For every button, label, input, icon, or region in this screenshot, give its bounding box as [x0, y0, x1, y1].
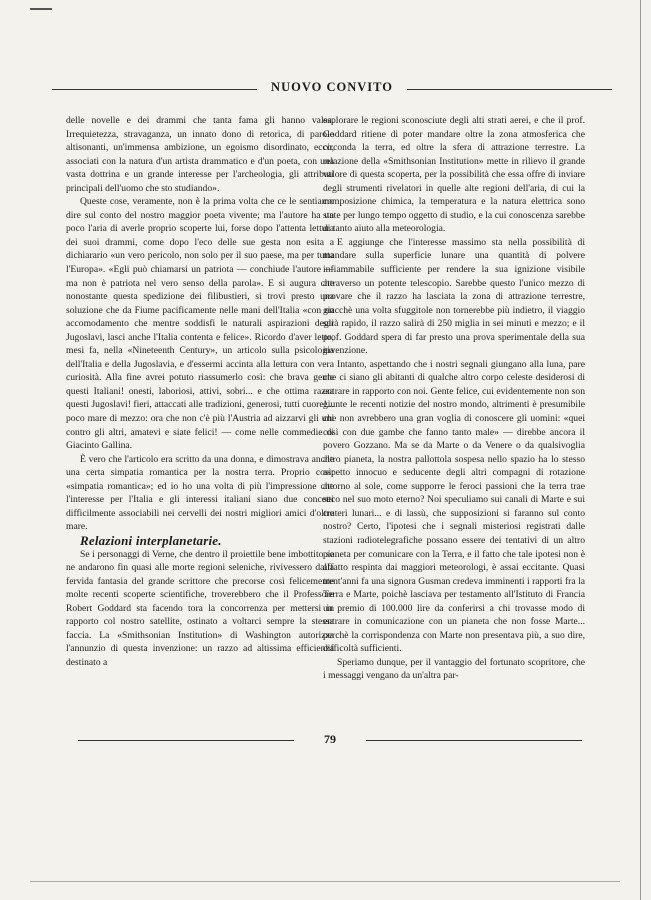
paragraph: delle novelle e dei drammi che tanta fama gli hanno valsa. Irrequietezza, stravaganza, un innato dono di retorica, di parole altisonanti, un'immensa ambizione, un egoismo disordinato, ecco, associati con la natura d'un artista drammatico e d'un poeta, con una vasta dottrina e un grande interesse per l'archeologia, gli attributi principali dell'uomo che sto studiando».: [66, 115, 334, 194]
paragraph: esplorare le regioni sconosciute degli alti strati aerei, e che il prof. Goddard ritiene di poter mandare oltre la zona atmosferica che circonda la terra, ed oltre la sfera di attrazione terrestre. La relazione della «Smithsonian Institution» mette in rilievo il grande valore di questa scoperta, per la possibilità che essa offre di inviare degli strumenti rivelatori in quelle alte regioni dell'aria, di cui la composizione chimica, la temperatura e la natura elettrica sono state per lungo tempo oggetto di studio, e la cui conoscenza sarebbe di tanto aiuto alla meteorologia.: [323, 115, 585, 235]
paragraph: Se i personaggi di Verne, che dentro il proiettile bene imbottito se ne andarono fin quasi alle morte regioni seleniche, rivivessero dalla fervida fantasia del grande scrittore che precorse così felicemente molte recenti scoperte scientifiche, troverebbero che il Professore Robert Goddard sta facendo tora la concorrenza per mettersi in rapporto col nostro satellite, ostinato a voltarci sempre la stessa faccia. La «Smithsonian Institution» di Washington autorizza l'annunzio di questa invenzione: un razzo ad altissima efficienza destinato a: [66, 548, 334, 668]
running-header: [52, 78, 612, 100]
scan-edge-bottom: [30, 881, 620, 882]
scan-edge: [640, 0, 641, 900]
paragraph: E aggiunge che l'interesse massimo sta nella possibilità di mandare sulla superficie lunare una quantità di polvere infiammabile sufficiente per rendere la sua ignizione visibile attraverso un potente telescopio. Sarebbe questo l'unico mezzo di provare che il razzo ha lasciata la zona di attrazione terrestre, giacchè una volta sfuggitole non tornerebbe più indietro, il viaggio sarà rapido, il razzo salirà di 250 miglia in sei minuti e mezzo; e il prof. Goddard spera di far presto una prova sperimentale della sua invenzione.: [323, 236, 585, 357]
footer-rule-right: [366, 740, 582, 741]
left-column: [66, 114, 334, 669]
paragraph: Queste cose, veramente, non è la prima volta che ce le sentiamo dire sul conto del nostro maggior poeta vivente; ma l'autore ha un poco l'aria di averle proprio scoperte lui, forse dopo l'attenta lettura dei suoi drammi, come dopo l'eco delle sue gesta non esita a dichiarario «un vero pericolo, non solo per il suo paese, ma per tutta l'Europa». «Egli può chiamarsi un patriota — conchiude l'autore — ma non è patriota nel vero senso della parola». E si augura che nonostante questa spedizione dei filibustieri, si trovi presto una soluzione che da Fiume pacificamente nelle mani dell'Italia «con un accomodamento che mentre soddisfi le naturali aspirazioni degli Jugoslavi, lasci anche l'Italia contenta e felice». Ricordo d'aver letto, mesi fa, nella «Nineteenth Century», un articolo sulla psicologia dell'Italia e della Jugoslavia, e d'essermi accinta alla lettura con vera curiosità. Alla fine avrei potuto riassumerlo così: che brava gente questi Italiani! onesti, laboriosi, attivi, sobri... e che ottima razza questi Jugoslavi! fieri, attaccati alle tradizioni, generosi, tutti cuore!... poco mare di mezzo: ora che non c'è più l'Austria ad aizzarvi gli uni contro gli altri, amatevi e siate felici! — come nelle commedie di Giacinto Gallina.: [66, 196, 334, 452]
paragraph: Speriamo dunque, per il vantaggio del fortunato scopritore, che i messaggi vengano da un'altra par-: [323, 656, 585, 682]
paragraph: È vero che l'articolo era scritto da una donna, e dimostrava anche una certa simpatia romantica per la nostra terra. Proprio così: «simpatia romantica»; ed io ho una volta di più l'impressione che l'interesse per l'Italia e gli interessi italiani siano due concetti difficilmente associabili nei cervelli dei nostri migliori amici d'oltre mare.: [66, 453, 334, 533]
journal-title: NUOVO CONVITO: [271, 80, 393, 94]
page-number: 79: [324, 732, 336, 746]
right-column: [323, 114, 585, 683]
section-heading: Relazioni interplanetarie.: [80, 532, 222, 548]
page-footer: [78, 731, 582, 749]
scan-mark: [30, 8, 52, 10]
paragraph: Intanto, aspettando che i nostri segnali giungano alla luna, pare che ci siano gli abitanti di qualche altro corpo celeste desiderosi di entrare in rapporto con noi. Gente felice, cui evidentemente non son giunte le recenti notizie del nostro mondo, altrimenti è presumibile che non avrebbero una gran voglia di conoscere gli uomini: «quei così con due gambe che fanno tanto male» — direbbe ancora il povero Gozzano. Ma se da Marte o da Venere o da qualsivoglia altro pianeta, la nostra pallottola sospesa nello spazio ha lo stesso aspetto innocuo e seducente degli altri compagni di rotazione attorno al sole, come supporre le feroci passioni che la terra trae seco nel suo moto eterno? Noi speculiamo sui canali di Marte e sui crateri lunari... e di lassù, che supposizioni si faranno sul conto nostro? Certo, l'ipotesi che i segnali misteriosi registrati dalle stazioni radiotelegrafiche possano essere dei tentativi di un altro pianeta per comunicare con la Terra, e il fatto che tale ipotesi non è affatto respinta dai maggiori meteorologi, è assai eccitante. Quasi trent'anni fa una signora Gusman credeva imminenti i rapporti fra la Terra e Marte, poichè lasciava per testamento all'Istituto di Francia un premio di 100.000 lire da conferirsi a chi trovasse modo di entrare in comunicazione con un pianeta che non fosse Marte... perchè la corrispondenza con Marte non presentava più, a suo dire, difficoltà sufficienti.: [323, 358, 585, 655]
header-rule-right: [407, 89, 612, 90]
